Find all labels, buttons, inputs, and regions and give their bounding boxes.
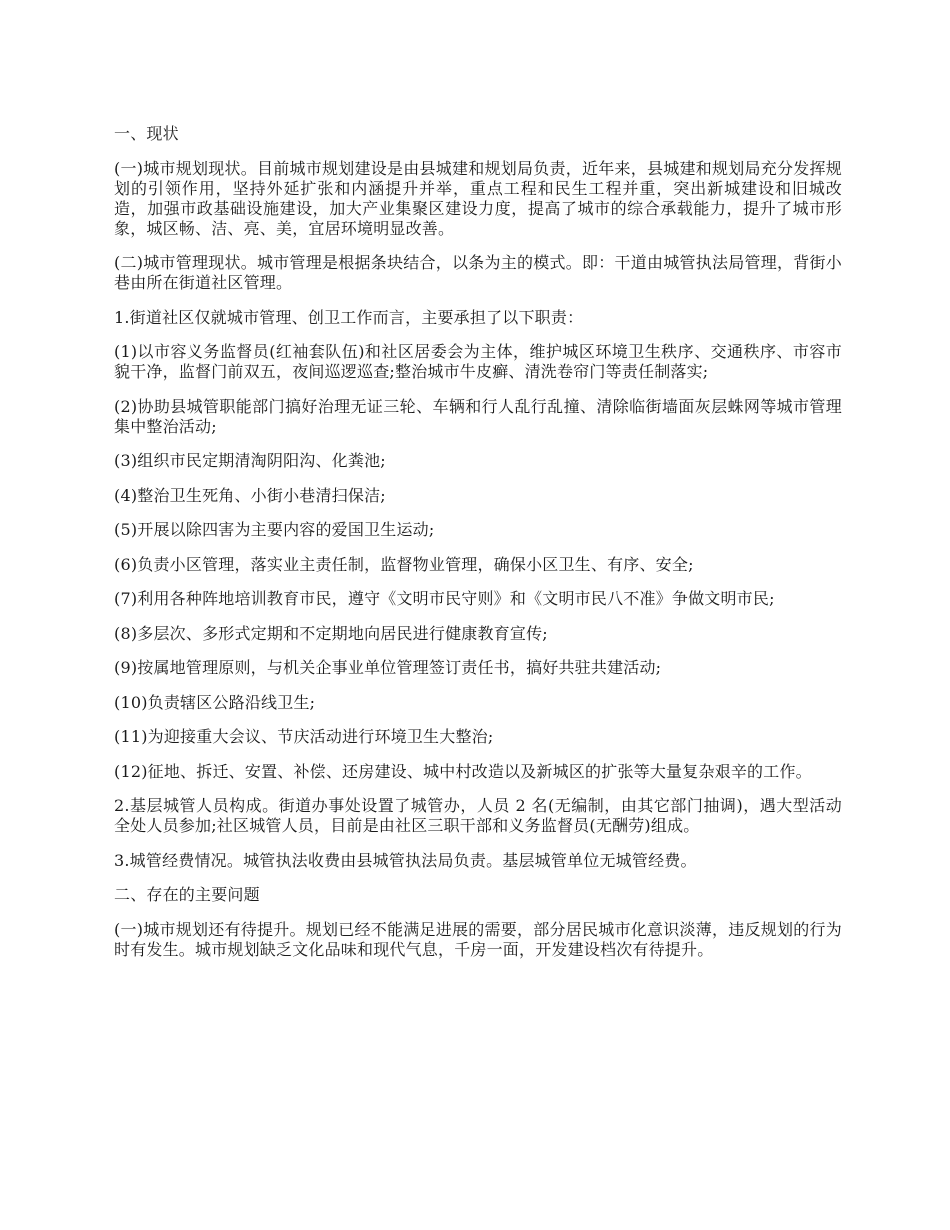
section-heading-main-problems: 二、存在的主要问题 <box>114 885 260 904</box>
paragraph-planning-improvement: (一)城市规划还有待提升。规划已经不能满足进展的需要，部分居民城市化意识淡薄，违反规划的行为时有发生。城市规划缺乏文化品味和现代气息，千房一面，开发建设档次有待提升。 <box>114 919 842 959</box>
list-item-duty-2: (2)协助县城管职能部门搞好治理无证三轮、车辆和行人乱行乱撞、清除临街墙面灰层蛛网等城市管理集中整治活动; <box>114 396 842 436</box>
list-item-duty-7: (7)利用各种阵地培训教育市民，遵守《文明市民守则》和《文明市民八不准》争做文明市民; <box>114 589 775 608</box>
list-item-duty-10: (10)负责辖区公路沿线卫生; <box>114 692 316 712</box>
paragraph-urban-management-status: (二)城市管理现状。城市管理是根据条块结合，以条为主的模式。即：干道由城管执法局管理，背街小巷由所在街道社区管理。 <box>114 253 842 292</box>
list-item-duty-3: (3)组织市民定期清淘阴阳沟、化粪池; <box>114 451 386 470</box>
list-item-duty-9: (9)按属地管理原则，与机关企事业单位管理签订责任书，搞好共驻共建活动; <box>114 658 662 677</box>
paragraph-urban-planning-status: (一)城市规划现状。目前城市规划建设是由县城建和规划局负责，近年来，县城建和规划局充分发挥规划的引领作用，坚持外延扩张和内涵提升并举，重点工程和民生工程并重，突出新城建设和旧城改造，加强市政基础设施建设，加大产业集聚区建设力度，提高了城市的综合承载能力，提升了城市形象，城区畅、洁、亮、美，宜居环境明显改善。 <box>114 158 842 238</box>
section-heading-status: 一、现状 <box>114 124 179 143</box>
paragraph-staff-composition: 2.基层城管人员构成。街道办事处设置了城管办，人员 2 名(无编制，由其它部门抽调)，遇大型活动全处人员参加;社区城管人员，目前是由社区三职干部和义务监督员(无酬劳)组成。 <box>114 796 842 835</box>
list-item-duty-4: (4)整治卫生死角、小街小巷清扫保洁; <box>114 485 386 505</box>
list-item-duty-1: (1)以市容义务监督员(红袖套队伍)和社区居委会为主体，维护城区环境卫生秩序、交通秩序、市容市貌干净，监督门前双五，夜间巡逻巡查;整治城市牛皮癣、清洗卷帘门等责任制落实; <box>114 342 842 381</box>
list-item-duty-6: (6)负责小区管理，落实业主责任制，监督物业管理，确保小区卫生、有序、安全; <box>114 554 694 574</box>
paragraph-funding: 3.城管经费情况。城管执法收费由县城管执法局负责。基层城管单位无城管经费。 <box>114 850 697 870</box>
document-body <box>114 124 842 974</box>
paragraph-community-duties-intro: 1.街道社区仅就城市管理、创卫工作而言，主要承担了以下职责： <box>114 307 584 327</box>
list-item-duty-8: (8)多层次、多形式定期和不定期地向居民进行健康教育宣传; <box>114 623 548 643</box>
list-item-duty-5: (5)开展以除四害为主要内容的爱国卫生运动; <box>114 520 435 539</box>
list-item-duty-12: (12)征地、拆迁、安置、补偿、还房建设、城中村改造以及新城区的扩张等大量复杂艰辛的工作。 <box>114 761 812 781</box>
list-item-duty-11: (11)为迎接重大会议、节庆活动进行环境卫生大整治; <box>114 727 494 746</box>
